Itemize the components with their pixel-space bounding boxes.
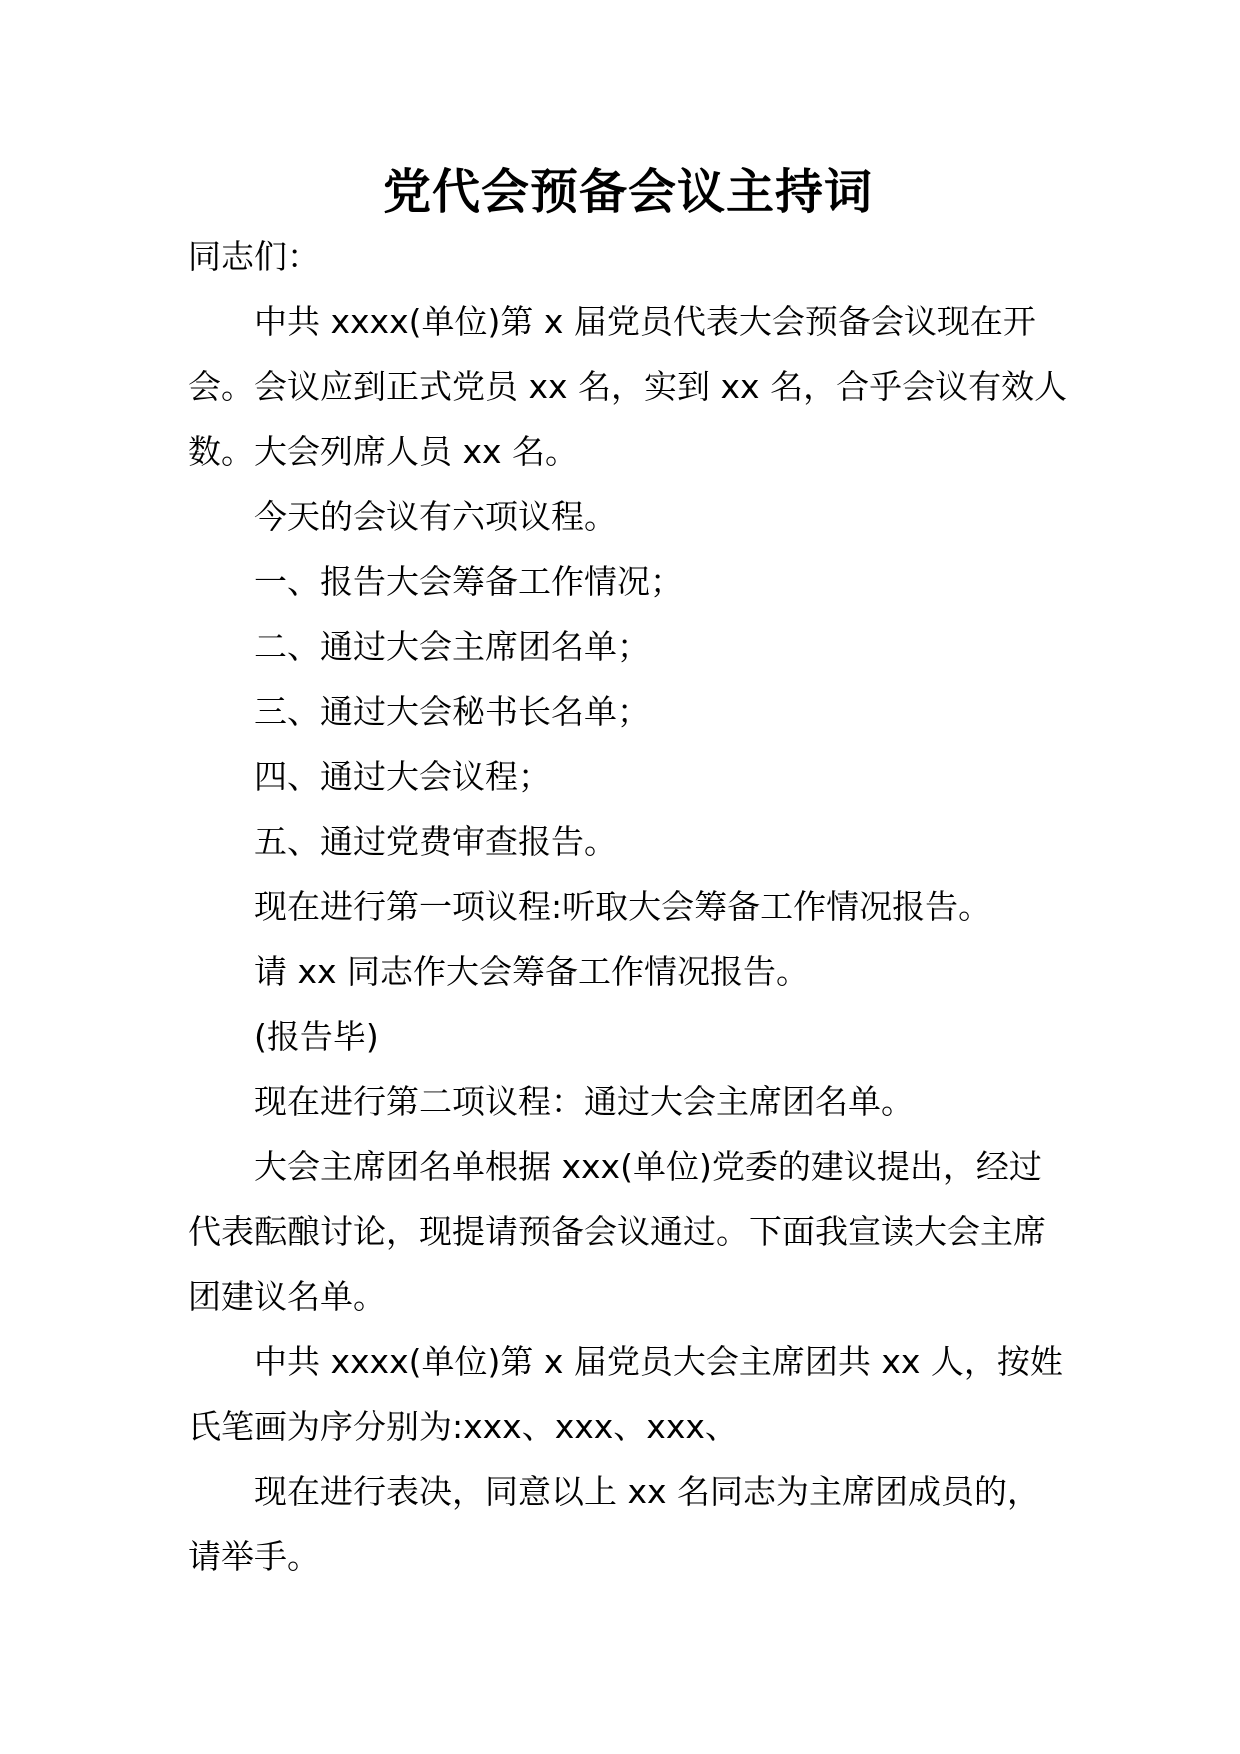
document-body	[188, 224, 1068, 1589]
document-content	[188, 160, 1068, 1589]
agenda-item-5: 五、通过党费审查报告。	[254, 822, 617, 861]
agenda-item-4: 四、通过大会议程；	[254, 757, 551, 796]
paragraph-second-agenda: 现在进行第二项议程：通过大会主席团名单。	[254, 1082, 914, 1121]
paragraph-agenda-intro: 今天的会议有六项议程。	[254, 497, 617, 536]
agenda-item-1: 一、报告大会筹备工作情况；	[254, 562, 683, 601]
document-title: 党代会预备会议主持词	[382, 164, 873, 220]
paragraph-presidium-members: 中共 xxxx(单位)第 x 届党员大会主席团共 xx 人，按姓氏笔画为序分别为:xxx、xxx、xxx、	[188, 1342, 1063, 1446]
paragraph-first-agenda: 现在进行第一项议程:听取大会筹备工作情况报告。	[254, 887, 992, 926]
paragraph-report-request: 请 xx 同志作大会筹备工作情况报告。	[254, 952, 810, 991]
paragraph-meeting-opening: 中共 xxxx(单位)第 x 届党员代表大会预备会议现在开会。会议应到正式党员 xx 名，实到 xx 名，合乎会议有效人数。大会列席人员 xx 名。	[188, 302, 1068, 471]
agenda-item-2: 二、通过大会主席团名单；	[254, 627, 650, 666]
agenda-item-3: 三、通过大会秘书长名单；	[254, 692, 650, 731]
paragraph-presidium-proposal: 大会主席团名单根据 xxx(单位)党委的建议提出，经过代表酝酿讨论，现提请预备会议通过。下面我宣读大会主席团建议名单。	[188, 1147, 1046, 1316]
salutation: 同志们：	[188, 237, 320, 276]
paragraph-report-finished: (报告毕)	[254, 1017, 379, 1056]
paragraph-vote: 现在进行表决，同意以上 xx 名同志为主席团成员的，请举手。	[188, 1472, 1041, 1576]
